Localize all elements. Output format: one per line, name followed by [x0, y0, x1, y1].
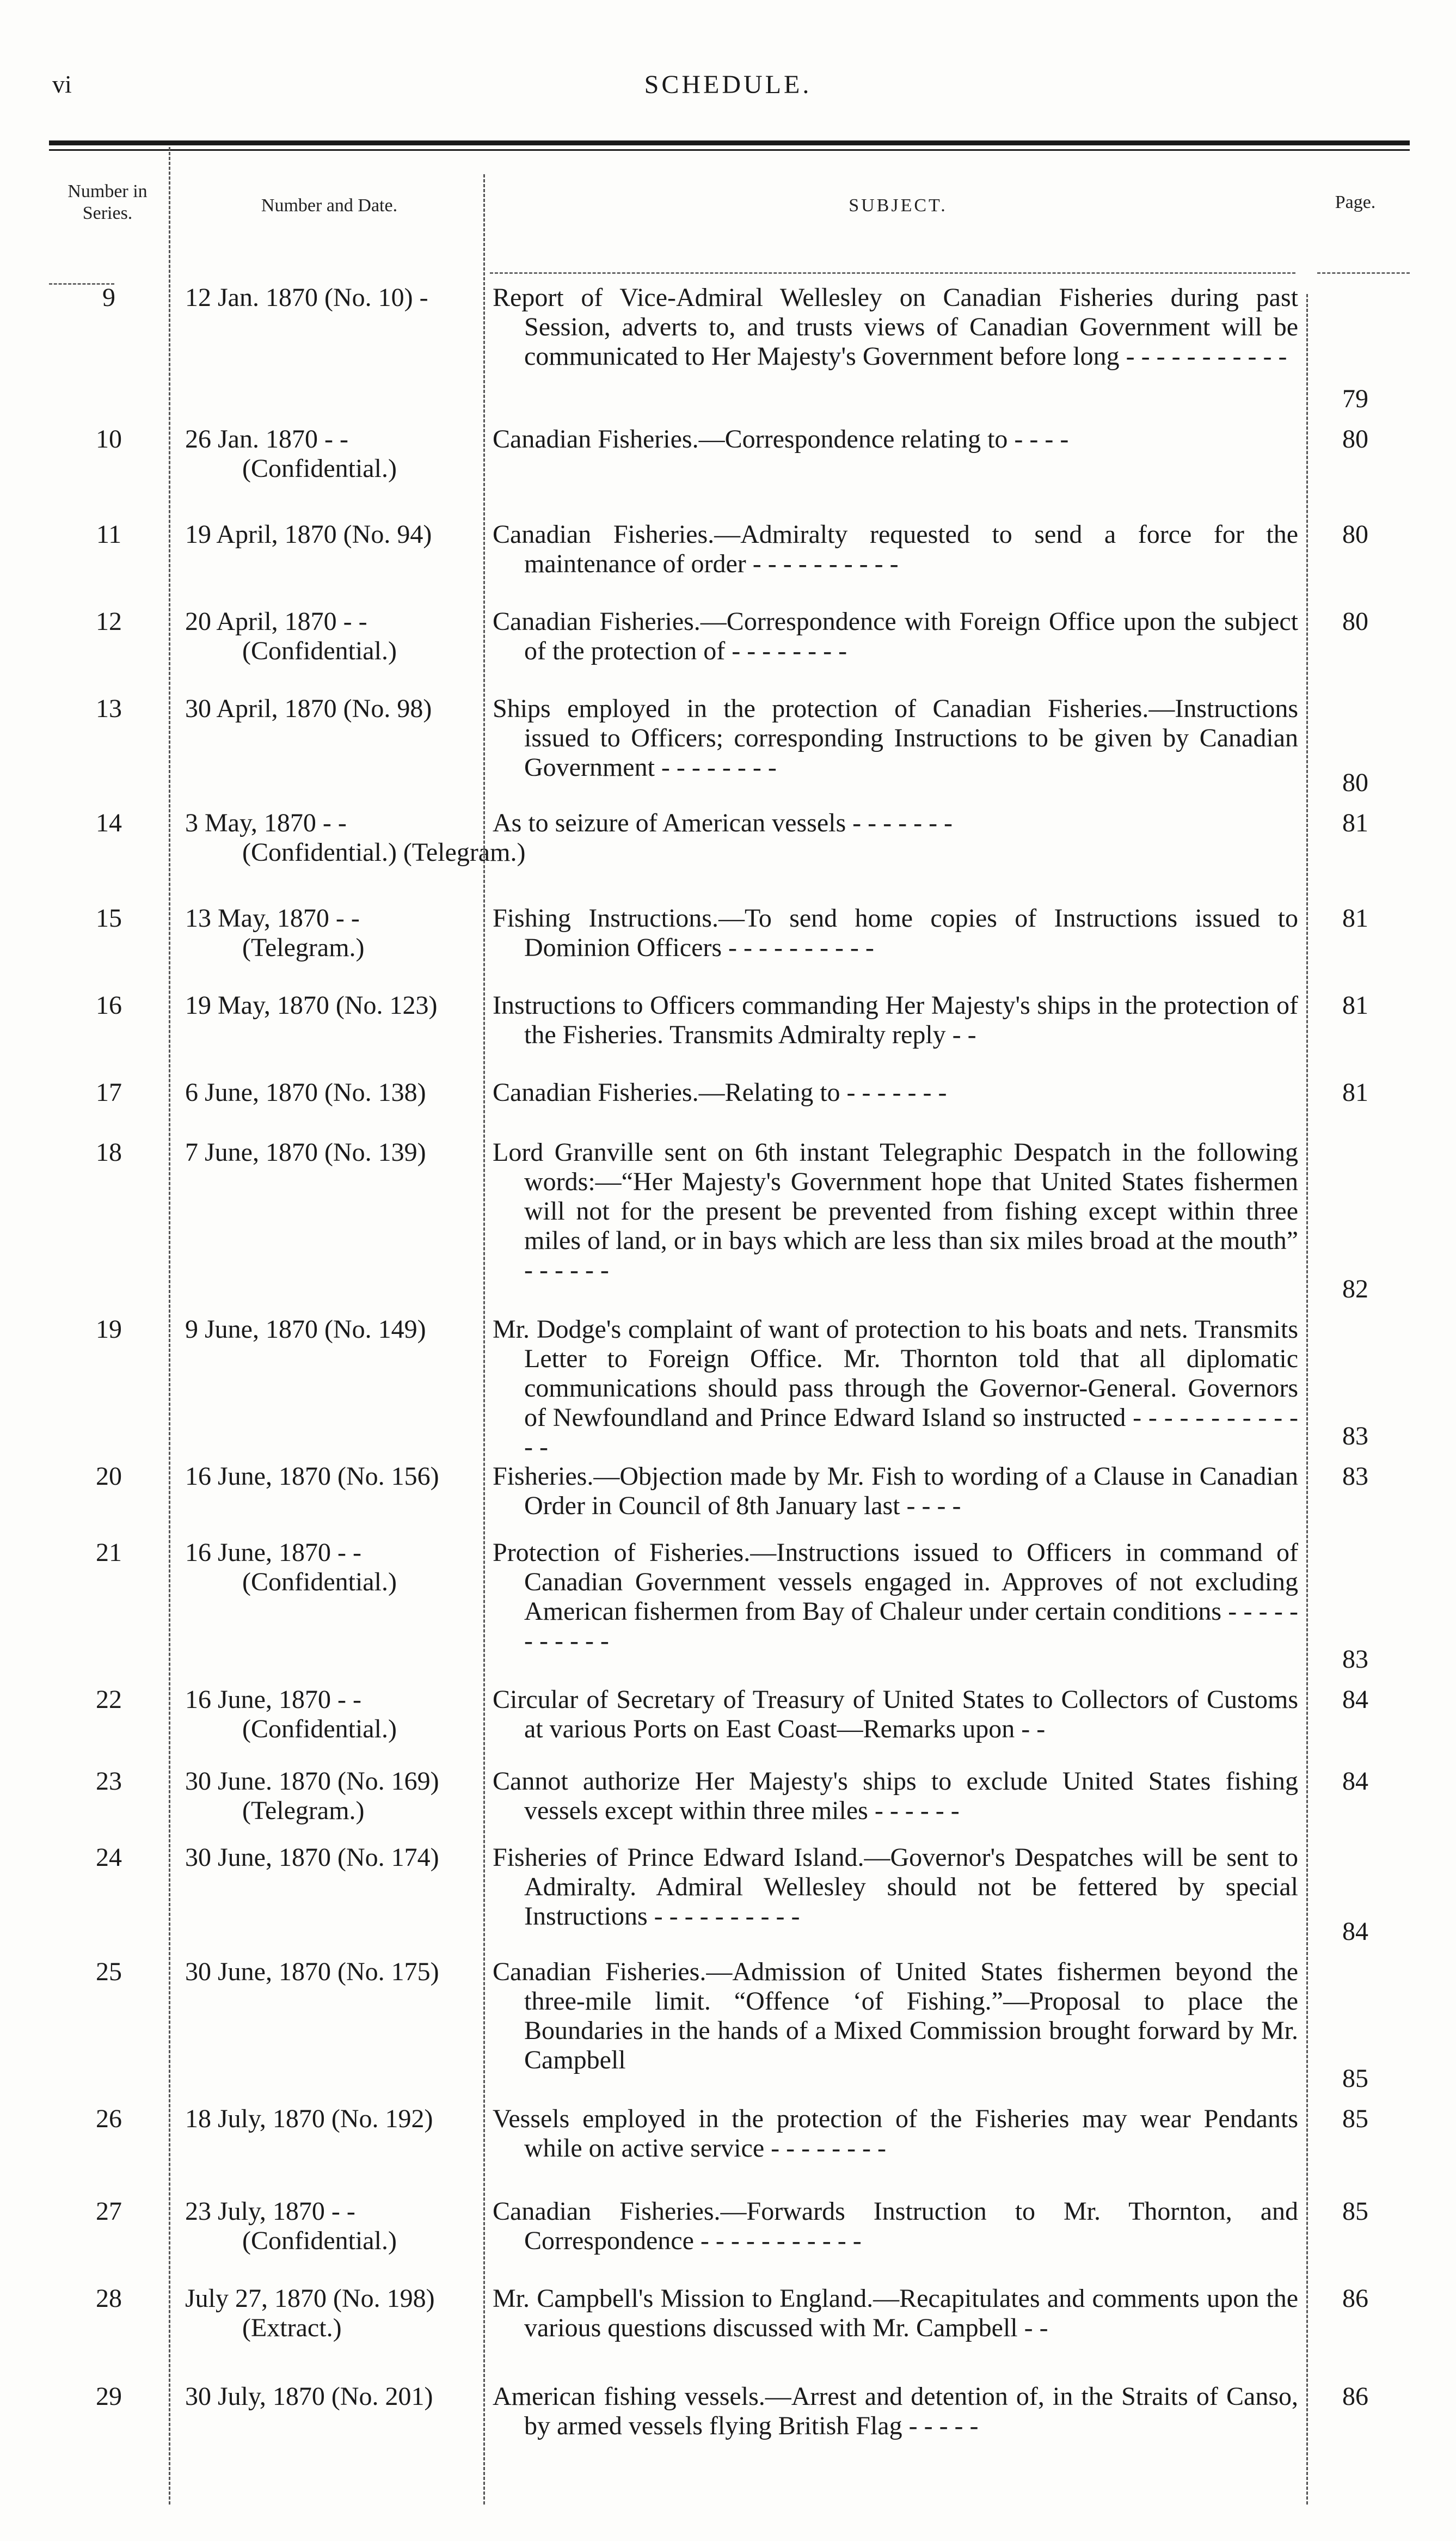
entry-date-note: (Confidential.) (Telegram.) — [242, 838, 526, 867]
entry-page-number: 80 — [1342, 425, 1368, 454]
entry-date-cell — [185, 520, 476, 549]
entry-subject: Cannot authorize Her Majesty's ships to exclude United States fishing vessels except within three miles - - - - - - — [493, 1767, 1298, 1825]
entry-date-cell — [185, 1843, 476, 1872]
entry-date: 23 July, 1870 - - — [185, 2197, 355, 2226]
entry-page-number: 83 — [1342, 1422, 1368, 1450]
entry-date-cell — [185, 2284, 476, 2343]
entry-number: 12 — [96, 607, 122, 636]
schedule-entry — [0, 2104, 1456, 2197]
schedule-entry — [0, 904, 1456, 991]
schedule-entry — [0, 607, 1456, 694]
entry-subject: Fisheries of Prince Edward Island.—Governor's Despatches will be sent to Admiralty. Admiral Wellesley should not be fettered by special Instructions - - - - - - - - - - — [493, 1843, 1298, 1931]
entry-subject: Canadian Fisheries.—Correspondence relating to - - - - — [493, 425, 1069, 454]
entry-date: 30 April, 1870 (No. 98) — [185, 694, 432, 723]
entry-subject: Canadian Fisheries.—Relating to - - - - - - - — [493, 1078, 947, 1107]
entry-subject: Instructions to Officers commanding Her Majesty's ships in the protection of the Fisheries. Transmits Admiralty reply - - — [493, 991, 1298, 1049]
entry-subject: Circular of Secretary of Treasury of United States to Collectors of Customs at various Ports on East Coast—Remarks upon - - — [493, 1685, 1298, 1743]
column-header-subject: SUBJECT. — [849, 195, 948, 216]
entry-date-cell — [185, 1078, 476, 1107]
entry-subject-cell — [493, 2382, 1298, 2441]
entry-number: 10 — [96, 425, 122, 454]
entry-number: 29 — [96, 2382, 122, 2411]
entry-subject: Canadian Fisheries.—Admiralty requested to send a force for the maintenance of order - - - - - - - - - - — [493, 520, 1298, 578]
entry-number: 25 — [96, 1957, 122, 1986]
entry-page-number: 84 — [1342, 1917, 1368, 1946]
entry-subject: Canadian Fisheries.—Admission of United States fishermen beyond the three-mile limit. “Offence ‘of Fishing.”—Proposal to place the Boundaries in the hands of a Mixed Commission brought forward by Mr. Campbell — [493, 1957, 1298, 2074]
entry-number: 21 — [96, 1538, 122, 1567]
entry-date-cell — [185, 694, 476, 724]
entry-page-cell — [1306, 904, 1404, 980]
entry-page-number: 84 — [1342, 1685, 1368, 1714]
entry-page-number: 86 — [1342, 2382, 1368, 2411]
entry-page-number: 81 — [1342, 991, 1368, 1020]
entry-date-note: (Extract.) — [242, 2313, 342, 2342]
entry-date: 19 May, 1870 (No. 123) — [185, 991, 438, 1020]
entry-page-number: 86 — [1342, 2284, 1368, 2313]
entry-page-cell — [1306, 2284, 1404, 2371]
entry-date-cell — [185, 1685, 476, 1744]
schedule-entry — [0, 425, 1456, 520]
entry-number: 16 — [96, 991, 122, 1020]
page-header — [0, 70, 1456, 113]
header-underline-page — [1317, 272, 1410, 274]
entry-date-cell — [185, 2382, 476, 2411]
entry-date-note: (Telegram.) — [242, 1796, 365, 1825]
entry-number: 24 — [96, 1843, 122, 1872]
entry-page-cell — [1306, 1957, 1404, 2093]
schedule-entry — [0, 520, 1456, 607]
header-underline-subject — [490, 272, 1295, 274]
entry-page-cell — [1306, 2382, 1404, 2453]
entry-date: 30 June, 1870 (No. 174) — [185, 1843, 439, 1872]
schedule-entry — [0, 1685, 1456, 1767]
entry-date-note: (Confidential.) — [242, 636, 397, 665]
entry-page-cell — [1306, 1767, 1404, 1832]
entry-subject: Fishing Instructions.—To send home copies of Instructions issued to Dominion Officers - - - - - - - - - - — [493, 904, 1298, 962]
entry-date-cell — [185, 425, 476, 483]
entry-date: 30 June. 1870 (No. 169) — [185, 1767, 439, 1796]
entry-date-cell — [185, 1957, 476, 1987]
entry-date-note: (Telegram.) — [242, 933, 365, 962]
entry-subject-cell — [493, 1957, 1298, 2075]
entry-subject-cell — [493, 904, 1298, 963]
schedule-entry — [0, 1843, 1456, 1957]
entry-page-number: 81 — [1342, 1078, 1368, 1107]
entry-date-cell — [185, 1315, 476, 1344]
entry-page-cell — [1306, 425, 1404, 509]
entry-page-cell — [1306, 694, 1404, 798]
entry-subject-cell — [493, 607, 1298, 666]
column-header-number: Number in Series. — [67, 181, 148, 223]
entry-date-cell — [185, 2197, 476, 2256]
entry-subject: Mr. Campbell's Mission to England.—Recapitulates and comments upon the various questions discussed with Mr. Campbell - - — [493, 2284, 1298, 2342]
entry-subject-cell — [493, 2197, 1298, 2256]
schedule-entry — [0, 2284, 1456, 2382]
entry-subject-cell — [493, 1843, 1298, 1931]
entry-number: 17 — [96, 1078, 122, 1107]
entry-subject-cell — [493, 991, 1298, 1050]
entry-date: 18 July, 1870 (No. 192) — [185, 2104, 433, 2133]
entry-date: 12 Jan. 1870 (No. 10) - — [185, 283, 428, 312]
schedule-entries — [0, 283, 1456, 2464]
entry-page-cell — [1306, 1138, 1404, 1304]
entry-date: July 27, 1870 (No. 198) — [185, 2284, 435, 2313]
entry-subject-cell — [493, 1315, 1298, 1462]
entry-date: 16 June, 1870 - - — [185, 1538, 361, 1567]
entry-number: 11 — [96, 520, 122, 549]
entry-number: 18 — [96, 1138, 122, 1167]
schedule-entry — [0, 809, 1456, 904]
entry-date-note: (Confidential.) — [242, 1568, 397, 1596]
entry-page-cell — [1306, 809, 1404, 893]
schedule-entry — [0, 2382, 1456, 2464]
entry-number: 15 — [96, 904, 122, 933]
entry-page-cell — [1306, 991, 1404, 1067]
entry-page-cell — [1306, 520, 1404, 596]
schedule-entry — [0, 694, 1456, 809]
entry-number: 14 — [96, 809, 122, 837]
entry-date: 3 May, 1870 - - — [185, 809, 347, 837]
schedule-entry — [0, 1462, 1456, 1538]
schedule-entry — [0, 1767, 1456, 1843]
entry-subject-cell — [493, 520, 1298, 579]
entry-subject: Report of Vice-Admiral Wellesley on Canadian Fisheries during past Session, adverts to, and trusts views of Canadian Government will be communicated to Her Majesty's Government before long - - - - - - - - - - - — [493, 283, 1298, 371]
entry-subject: Fisheries.—Objection made by Mr. Fish to wording of a Clause in Canadian Order in Council of 8th January last - - - - — [493, 1462, 1298, 1520]
entry-page-cell — [1306, 283, 1404, 414]
entry-number: 9 — [102, 283, 115, 312]
entry-subject: Lord Granville sent on 6th instant Telegraphic Despatch in the following words:—“Her Majesty's Government hope that United States fishermen will not for the present be prevented from fishing except within three miles of land, or in bays which are less than six miles broad at the mouth” - - - - - - — [493, 1138, 1298, 1284]
entry-date-cell — [185, 2104, 476, 2134]
entry-date: 7 June, 1870 (No. 139) — [185, 1138, 426, 1167]
column-header-date: Number and Date. — [261, 195, 398, 216]
entry-date-cell — [185, 283, 476, 313]
entry-subject-cell — [493, 809, 1298, 838]
entry-date: 20 April, 1870 - - — [185, 607, 367, 636]
entry-number: 28 — [96, 2284, 122, 2313]
entry-date: 30 July, 1870 (No. 201) — [185, 2382, 433, 2411]
entry-number: 27 — [96, 2197, 122, 2226]
page-folio: vi — [52, 70, 72, 98]
schedule-entry — [0, 1138, 1456, 1315]
entry-page-cell — [1306, 1078, 1404, 1127]
entry-page-number: 80 — [1342, 520, 1368, 549]
entry-page-number: 81 — [1342, 904, 1368, 933]
entry-date: 6 June, 1870 (No. 138) — [185, 1078, 426, 1107]
entry-page-cell — [1306, 1538, 1404, 1674]
entry-date-cell — [185, 991, 476, 1020]
entry-date-cell — [185, 1462, 476, 1491]
entry-subject-cell — [493, 1462, 1298, 1521]
entry-page-number: 79 — [1342, 384, 1368, 413]
entry-number: 13 — [96, 694, 122, 723]
entry-page-cell — [1306, 607, 1404, 683]
entry-subject: Ships employed in the protection of Canadian Fisheries.—Instructions issued to Officers; corresponding Instructions to be given by Canadian Government - - - - - - - - — [493, 694, 1298, 782]
entry-page-number: 82 — [1342, 1275, 1368, 1303]
entry-subject-cell — [493, 1138, 1298, 1285]
entry-page-number: 80 — [1342, 607, 1368, 636]
entry-date-cell — [185, 1138, 476, 1167]
schedule-entry — [0, 2197, 1456, 2284]
entry-date-cell — [185, 1767, 476, 1826]
entry-date: 19 April, 1870 (No. 94) — [185, 520, 432, 549]
entry-subject: Protection of Fisheries.—Instructions issued to Officers in command of Canadian Government vessels engaged in. Approves of not excluding American fishermen from Bay of Chaleur under certain conditions - - - - - - - - - - - — [493, 1538, 1298, 1655]
entry-subject-cell — [493, 1538, 1298, 1656]
column-header-page: Page. — [1335, 192, 1376, 212]
entry-subject-cell — [493, 1767, 1298, 1826]
entry-page-number: 85 — [1342, 2104, 1368, 2133]
entry-subject: Vessels employed in the protection of the Fisheries may wear Pendants while on active service - - - - - - - - — [493, 2104, 1298, 2163]
entry-number: 19 — [96, 1315, 122, 1344]
entry-page-number: 85 — [1342, 2197, 1368, 2226]
entry-page-cell — [1306, 1315, 1404, 1451]
entry-number: 22 — [96, 1685, 122, 1714]
entry-page-number: 84 — [1342, 1767, 1368, 1796]
entry-date-note: (Confidential.) — [242, 1715, 397, 1743]
entry-date-note: (Confidential.) — [242, 454, 397, 483]
entry-subject: Canadian Fisheries.—Correspondence with Foreign Office upon the subject of the protection of - - - - - - - - — [493, 607, 1298, 665]
entry-date: 13 May, 1870 - - — [185, 904, 360, 933]
running-title: SCHEDULE. — [644, 70, 812, 99]
entry-page-cell — [1306, 2104, 1404, 2186]
header-rule-heavy — [49, 140, 1410, 145]
entry-date-cell — [185, 607, 476, 666]
schedule-entry — [0, 1315, 1456, 1462]
entry-subject-cell — [493, 2104, 1298, 2163]
entry-date: 30 June, 1870 (No. 175) — [185, 1957, 439, 1986]
entry-number: 23 — [96, 1767, 122, 1796]
entry-date: 26 Jan. 1870 - - — [185, 425, 348, 454]
entry-number: 26 — [96, 2104, 122, 2133]
schedule-entry — [0, 991, 1456, 1078]
entry-page-number: 81 — [1342, 809, 1368, 837]
entry-page-number: 80 — [1342, 768, 1368, 797]
entry-page-cell — [1306, 1685, 1404, 1756]
entry-page-number: 85 — [1342, 2064, 1368, 2093]
entry-subject-cell — [493, 283, 1298, 371]
entry-subject-cell — [493, 425, 1298, 454]
entry-date-cell — [185, 904, 476, 963]
entry-date: 16 June, 1870 - - — [185, 1685, 361, 1714]
schedule-entry — [0, 283, 1456, 425]
entry-subject-cell — [493, 1078, 1298, 1107]
entry-date-note: (Confidential.) — [242, 2226, 397, 2255]
entry-page-cell — [1306, 1462, 1404, 1527]
entry-date-cell — [185, 1538, 476, 1597]
entry-subject-cell — [493, 1685, 1298, 1744]
header-rule-thin — [49, 149, 1410, 151]
entry-subject-cell — [493, 2284, 1298, 2343]
schedule-entry — [0, 1538, 1456, 1685]
entry-subject: Mr. Dodge's complaint of want of protection to his boats and nets. Transmits Letter to Foreign Office. Mr. Thornton told that all diplomatic communications should pass through the Governor-General. Governors of Newfoundland and Prince Edward Island so instructed - - - - - - - - - - - - - — [493, 1315, 1298, 1461]
schedule-entry — [0, 1957, 1456, 2104]
entry-subject: American fishing vessels.—Arrest and detention of, in the Straits of Canso, by armed vessels flying British Flag - - - - - — [493, 2382, 1298, 2440]
entry-number: 20 — [96, 1462, 122, 1491]
entry-date: 16 June, 1870 (No. 156) — [185, 1462, 439, 1491]
entry-subject-cell — [493, 694, 1298, 782]
entry-date-cell — [185, 809, 526, 867]
entry-page-number: 83 — [1342, 1462, 1368, 1491]
schedule-entry — [0, 1078, 1456, 1138]
entry-date: 9 June, 1870 (No. 149) — [185, 1315, 426, 1344]
entry-page-cell — [1306, 2197, 1404, 2273]
entry-subject: Canadian Fisheries.—Forwards Instruction to Mr. Thornton, and Correspondence - - - - - - - - - - - — [493, 2197, 1298, 2255]
entry-page-number: 83 — [1342, 1645, 1368, 1674]
entry-page-cell — [1306, 1843, 1404, 1946]
entry-subject: As to seizure of American vessels - - - - - - - — [493, 809, 953, 837]
